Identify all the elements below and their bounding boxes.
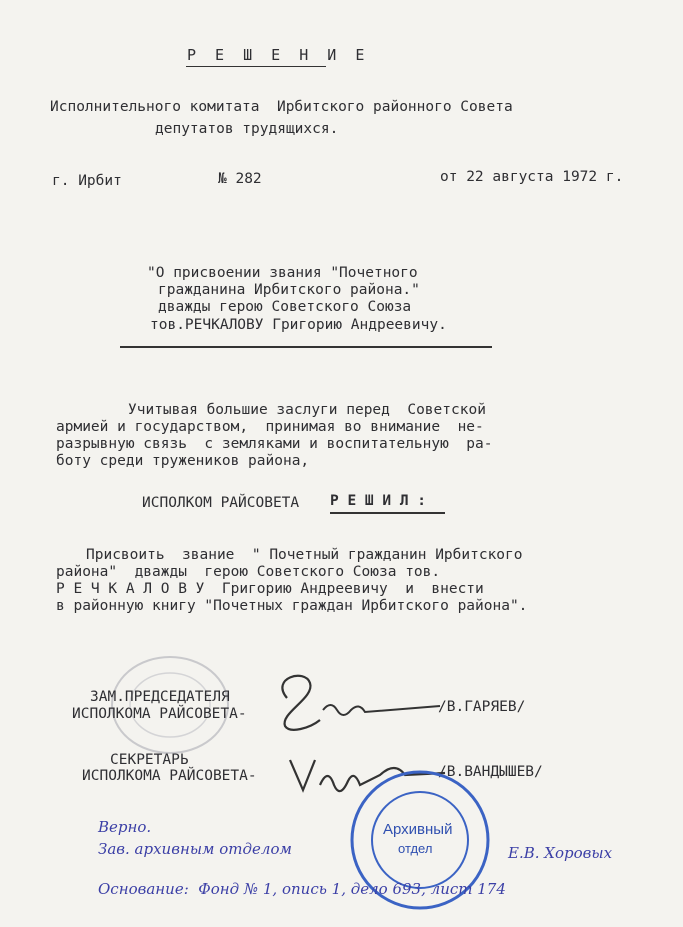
decision-line-1: Присвоить звание " Почетный гражданин Ирбитского (86, 547, 523, 563)
signature-2-name: /В.ВАНДЫШЕВ/ (438, 764, 543, 780)
certification-basis: Основание: Фонд № 1, опись 1, дело 693, лист 174 (98, 880, 506, 898)
signature-2-title-line-1: СЕКРЕТАРЬ (110, 752, 189, 768)
decision-line-2: района" дважды герою Советского Союза тов. (56, 564, 441, 580)
title-underline (186, 66, 326, 67)
subject-line-4: тов.РЕЧКАЛОВУ Григорию Андреевичу. (150, 317, 447, 333)
stamp-text-2: отдел (398, 841, 433, 856)
document-number: № 282 (218, 171, 262, 187)
certification-position: Зав. архивным отделом (98, 840, 292, 858)
preamble-line-4: боту среди тружеников района, (56, 453, 310, 469)
resolved-prefix: ИСПОЛКОМ РАЙСОВЕТА (142, 495, 300, 511)
preamble-line-3: разрывную связь с земляками и воспитательную ра- (56, 436, 493, 452)
resolved-underline (330, 512, 445, 514)
document-date: от 22 августа 1972 г. (440, 169, 624, 185)
issuer-line-2: депутатов трудящихся. (155, 121, 339, 137)
decision-line-3: Р Е Ч К А Л О В У Григорию Андреевичу и внести (56, 581, 484, 597)
subject-line-3: дважды герою Советского Союза (158, 299, 412, 315)
decision-line-4: в районную книгу "Почетных граждан Ирбитского района". (56, 598, 528, 614)
subject-line-1: "О присвоении звания "Почетного (147, 265, 418, 281)
signature-2-title-line-2: ИСПОЛКОМА РАЙСОВЕТА- (82, 768, 257, 784)
stamp-text: Архивный (383, 821, 453, 838)
signature-1-handwriting-icon (265, 668, 445, 738)
issuer-line-1: Исполнительного комитата Ирбитского районного Совета (50, 99, 513, 115)
resolved-word: Р Е Ш И Л : (330, 493, 427, 509)
document-title: Р Е Ш Е Н И Е (187, 46, 370, 64)
certification-verno: Верно. (98, 818, 152, 836)
certification-name: Е.В. Хоровых (508, 844, 613, 862)
subject-line-2: гражданина Ирбитского района." (158, 282, 420, 298)
signature-1-title-line-1: ЗАМ.ПРЕДСЕДАТЕЛЯ (90, 689, 230, 705)
preamble-line-2: армией и государством, принимая во внимание не- (56, 419, 484, 435)
document-place: г. Ирбит (52, 173, 122, 189)
preamble-line-1: Учитывая большие заслуги перед Советской (128, 402, 486, 418)
signature-1-title-line-2: ИСПОЛКОМА РАЙСОВЕТА- (72, 706, 247, 722)
subject-divider (120, 346, 492, 348)
signature-1-name: /В.ГАРЯЕВ/ (438, 699, 526, 715)
